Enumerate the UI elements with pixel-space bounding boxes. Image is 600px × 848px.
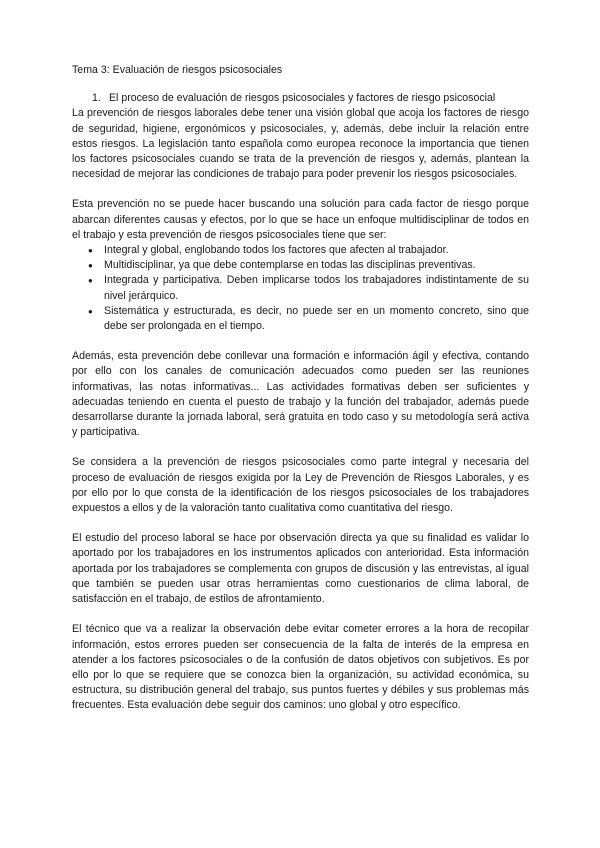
paragraph-5: El estudio del proceso laboral se hace por observación directa ya que su finalidad es validar lo aportado por los trabajadores en los instrumentos aplicados con anterioridad. Esta información aportada por los trabajadores se complementa con grupos de discusión y las entrevistas, al igual que también se pueden usar otras herramientas como cuestionarios de clima laboral, de satisfacción en el trabajo, de estilos de afrontamiento. <box>72 532 529 606</box>
paragraph-2: Esta prevención no se puede hacer buscando una solución para cada factor de riesgo porque abarcan diferentes causas y efectos, por lo que se hace un enfoque multidisciplinar de todos en el trabajo y esta prevención de riesgos psicosociales tiene que ser: <box>72 198 529 241</box>
paragraph-6: El técnico que va a realizar la observación debe evitar cometer errores a la hora de recopilar información, estos errores pueden ser consecuencia de la falta de interés de la empresa en atender a los factores psicosociales o de la confusión de datos objetivos con subjetivos. Es por ello por lo que se requiere que se conozca bien la organización, su actividad económica, su estructura, su distribución general del trabajo, sus puntos fuertes y débiles y sus problemas más frecuentes. Esta evaluación debe seguir dos caminos: uno global y otro específico. <box>72 623 529 712</box>
bullet-item: ● Sistemática y estructurada, es decir, no puede ser en un momento concreto, sino que debe ser prolongada en el tiempo. <box>72 304 529 334</box>
bullet-item: ● Integrada y participativa. Deben implicarse todos los trabajadores indistintamente de su nivel jerárquico. <box>72 273 529 303</box>
bullet-item: ● Multidisciplinar, ya que debe contemplarse en todas las disciplinas preventivas. <box>72 258 529 273</box>
bullet-list <box>72 243 529 334</box>
section-heading <box>72 91 529 106</box>
section-heading-text: El proceso de evaluación de riesgos psicosociales y factores de riesgo psicosocial <box>108 92 496 105</box>
document-page <box>72 63 529 714</box>
paragraph-1: La prevención de riesgos laborales debe tener una visión global que acoja los factores de riesgo de seguridad, higiene, ergonómicos y psicosociales, y, además, debe incluir la relación entre estos riesgos. La legislación tanto española como europea reconoce la importancia que tienen los factores psicosociales cuando se trata de la prevención de riesgos y, además, plantean la necesidad de mejorar las condiciones de trabajo para poder prevenir los riesgos psicosociales. <box>72 107 529 181</box>
paragraph-3: Además, esta prevención debe conllevar una formación e información ágil y efectiva, contando por ello con los canales de comunicación adecuados como pueden ser las reuniones informativas, las notas informativas... Las actividades formativas deben ser suficientes y adecuadas teniendo en cuenta el puesto de trabajo y la función del trabajador, además puede desarrollarse durante la jornada laboral, será gratuita en todo caso y su metodología será activa y participativa. <box>72 350 529 439</box>
bullet-item: ● Integral y global, englobando todos los factores que afecten al trabajador. <box>72 243 529 258</box>
document-title: Tema 3: Evaluación de riesgos psicosociales <box>72 64 283 76</box>
section-number: 1. <box>92 92 101 105</box>
paragraph-4: Se considera a la prevención de riesgos psicosociales como parte integral y necesaria del proceso de evaluación de riesgos exigida por la Ley de Prevención de Riesgos Laborales, y es por ello por lo que consta de la identificación de los riesgos psicosociales de los trabajadores expuestos a ellos y de la valoración tanto cualitativa como cuantitativa del riesgo. <box>72 456 529 515</box>
